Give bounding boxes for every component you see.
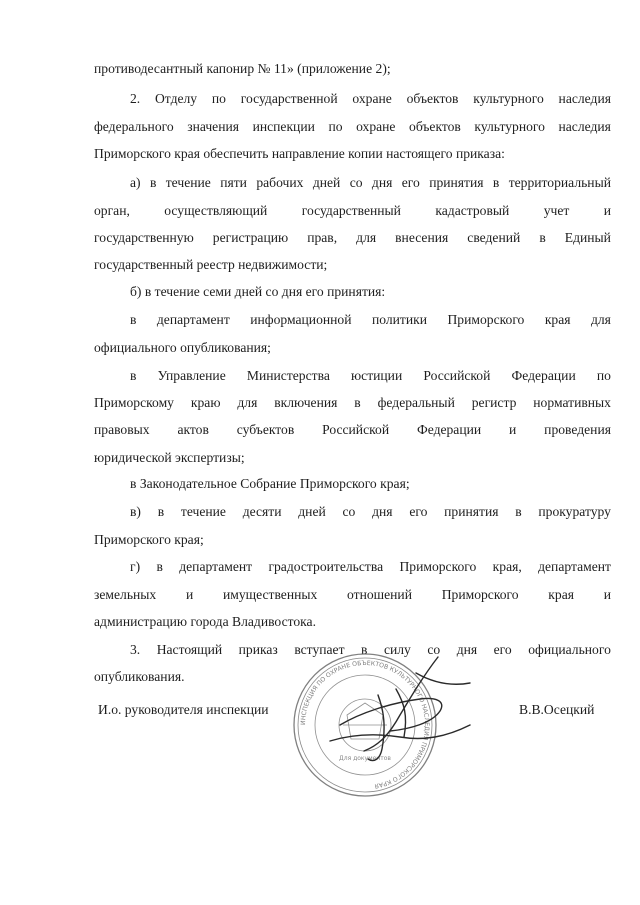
word: регистр (471, 395, 517, 410)
word: края (548, 587, 574, 602)
word: для (590, 312, 611, 327)
item-a-start (130, 173, 611, 193)
word: департамент (538, 559, 611, 574)
text-line-justified (94, 585, 611, 605)
text-line (94, 117, 611, 137)
word: и (509, 422, 517, 437)
word: осуществляющий (164, 203, 268, 218)
word: имущественных (222, 587, 318, 602)
word: государственный (301, 203, 401, 218)
word: культурного (473, 91, 544, 106)
paragraph-2-start (130, 89, 611, 109)
word: дня (372, 504, 393, 519)
word: территориальный (508, 175, 611, 190)
word: федеральный (377, 395, 455, 410)
text-line: противодесантный капонир № 11» (приложение 2); (94, 61, 391, 76)
word: Отделу (154, 91, 198, 106)
text-line-justified (94, 201, 611, 221)
word: федерального (94, 119, 174, 134)
word: а) (130, 175, 141, 190)
seal-inner-text: Для документов (339, 755, 391, 762)
word: кадастровый (435, 203, 510, 218)
word: и (603, 587, 611, 602)
word: 2. (130, 91, 141, 106)
word: Настоящий (156, 642, 223, 657)
word: в (149, 175, 157, 190)
word: десяти (242, 504, 282, 519)
word: сведений (467, 230, 521, 245)
word: в) (130, 504, 141, 519)
item-g-start (130, 557, 611, 577)
word: Приморского (447, 312, 525, 327)
word: края, (492, 559, 522, 574)
text-line-justified (94, 420, 611, 440)
word: и (185, 587, 194, 602)
word: течение (165, 175, 211, 190)
word: его (409, 504, 428, 519)
word: по (211, 91, 226, 106)
word: вступает (294, 642, 345, 657)
word: регистрацию (212, 230, 289, 245)
word: в (361, 642, 368, 657)
item-b-start: б) в течение семи дней со дня его принятия: (130, 284, 386, 299)
word: приказ (238, 642, 278, 657)
text-line (94, 228, 611, 248)
word: со (427, 642, 441, 657)
word: прав, (307, 230, 338, 245)
word: его (401, 175, 420, 190)
word: его (493, 642, 512, 657)
word: в (515, 504, 522, 519)
text-line: государственный реестр недвижимости; (94, 257, 328, 272)
word: земельных (94, 587, 157, 602)
word: субъектов (236, 422, 295, 437)
text-line (130, 366, 611, 386)
word: Управление (157, 368, 226, 383)
word: дня (371, 175, 393, 190)
word: Приморского (441, 587, 519, 602)
word: Российской (322, 422, 390, 437)
word: политики (371, 312, 428, 327)
word: правовых (94, 422, 150, 437)
word: прокуратуру (538, 504, 611, 519)
word: в (130, 368, 137, 383)
word: по (596, 368, 611, 383)
text-line: Приморского края; (94, 532, 204, 547)
word: в (492, 175, 500, 190)
word: дня (456, 642, 478, 657)
word: значения (187, 119, 240, 134)
word: департамент (179, 559, 253, 574)
word: принятия (444, 504, 499, 519)
word: течение (180, 504, 226, 519)
word: орган, (94, 203, 130, 218)
word: в (157, 504, 165, 519)
word: пяти (220, 175, 247, 190)
text-line: в Законодательное Собрание Приморского края; (130, 476, 410, 491)
word: краю (190, 395, 221, 410)
handwritten-signature-icon (320, 655, 480, 765)
word: наследия (558, 119, 611, 134)
word: наследия (558, 91, 611, 106)
text-line: официального опубликования; (94, 340, 271, 355)
word: официального (528, 642, 611, 657)
word: Единый (564, 230, 611, 245)
word: 3. (130, 642, 141, 657)
word: информационной (250, 312, 352, 327)
word: со (342, 504, 356, 519)
word: со (349, 175, 363, 190)
word: в (130, 312, 137, 327)
word: учет (543, 203, 570, 218)
word: актов (177, 422, 209, 437)
word: Министерства (246, 368, 330, 383)
word: проведения (544, 422, 611, 437)
word: юстиции (351, 368, 403, 383)
text-line: Приморского края обеспечить направление копии настоящего приказа: (94, 146, 505, 161)
word: государственной (240, 91, 338, 106)
word: принятия (429, 175, 484, 190)
word: по (328, 119, 343, 134)
word: инспекции (252, 119, 315, 134)
word: внесения (395, 230, 449, 245)
word: культурного (474, 119, 545, 134)
word: для (356, 230, 377, 245)
word: силу (383, 642, 411, 657)
seal-outer-text: ИНСПЕКЦИЯ ПО ОХРАНЕ ОБЪЕКТОВ КУЛЬТУРНОГО НАСЛЕДИЯ ПРИМОРСКОГО КРАЯ (299, 659, 431, 790)
word: объектов (406, 91, 459, 106)
word: г) (130, 559, 141, 574)
word: в (539, 230, 546, 245)
signatory-name: В.В.Осецкий (519, 702, 595, 717)
word: охране (352, 91, 392, 106)
word: Федерации (511, 368, 576, 383)
word: Приморского (399, 559, 477, 574)
word: и (603, 203, 611, 218)
word: объектов (409, 119, 461, 134)
word: нормативных (533, 395, 611, 410)
item-v-start (130, 502, 611, 522)
word: Федерации (416, 422, 482, 437)
word: градостроительства (268, 559, 384, 574)
word: включения (274, 395, 338, 410)
text-line (130, 310, 611, 330)
word: в (156, 559, 163, 574)
word: края (544, 312, 571, 327)
text-line: юридической экспертизы; (94, 450, 245, 465)
word: для (237, 395, 258, 410)
word: Приморскому (94, 395, 174, 410)
word: в (354, 395, 361, 410)
text-line: администрацию города Владивостока. (94, 614, 316, 629)
word: дней (312, 175, 341, 190)
word: департамент (156, 312, 230, 327)
signatory-position: И.о. руководителя инспекции (98, 702, 269, 717)
word: Российской (423, 368, 491, 383)
word: отношений (347, 587, 412, 602)
word: дней (298, 504, 326, 519)
text-line: опубликования. (94, 669, 185, 684)
text-line (94, 393, 611, 413)
word: государственную (94, 230, 194, 245)
word: охране (356, 119, 396, 134)
word: рабочих (256, 175, 304, 190)
